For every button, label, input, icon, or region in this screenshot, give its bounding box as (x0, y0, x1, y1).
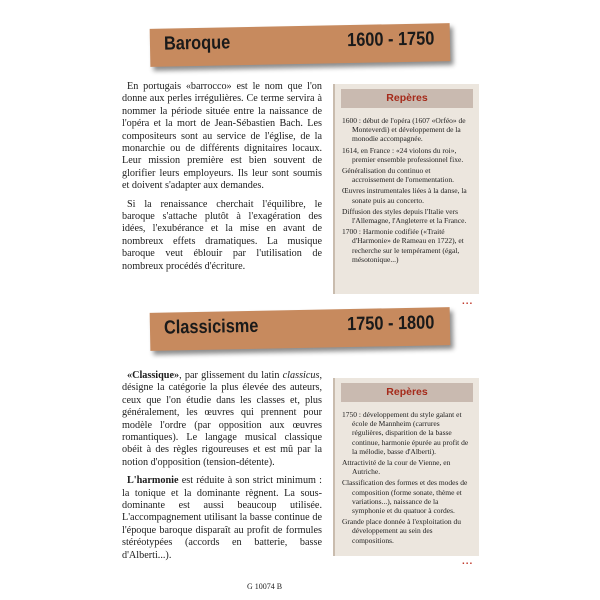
classicisme-continuation-dots: ... (462, 556, 474, 567)
reperes-item: Œuvres instrumentales liées à la danse, la sonate puis au concerto. (342, 186, 467, 205)
baroque-reperes-list (335, 108, 479, 274)
classicisme-p1-text-b: , désigne la catégorie la plus élevée des auteurs, ceux que l'on étudie dans les classes et, plus généralement, les œuvres qui prennent pour modèle l'ordre (par opposition aux œuvres romantiques). Le langage musical classique obéit à des règles rigoureuses et est mû par la notion d'opposition (tension-détente). (122, 370, 322, 468)
baroque-paragraph-1: En portugais «barrocco» est le nom que l'on donne aux perles irrégulières. Ce terme servira à nommer la période située entre la naissance de l'opéra et la mort de Jean-Sébastien Bach. Les compositeurs sont au service de l'église, de la monarchie ou de différents dignitaires locaux. Leur mission première est bien souvent de glorifier leurs employeurs. Ils leur sont soumis et doivent s'adapter aux demandes. (122, 81, 322, 192)
reperes-item: Diffusion des styles depuis l'Italie vers l'Allemagne, l'Angleterre et la France. (342, 206, 467, 226)
classicisme-reperes-list (335, 402, 479, 555)
classicisme-p2-text: est réduite à son strict minimum : la tonique et la dominante règnent. La sous-dominante est aussi beaucoup utilisée. L'accompagnement utilisant la basse continue de l'époque baroque disparaît au profit de formules stéréotypées (accords en batterie, basse d'Alberti...). (122, 475, 322, 561)
reperes-item: Généralisation du continuo et accroissement de l'ornementation. (342, 166, 454, 185)
baroque-reperes-title: Repères (341, 89, 473, 108)
reperes-item: 1614, en France : «24 violons du roi», premier ensemble professionnel fixe. (342, 145, 464, 164)
baroque-dates: 1600 - 1750 (346, 28, 435, 52)
classicisme-body (122, 370, 322, 568)
baroque-body (122, 81, 322, 279)
reperes-item: Classification des formes et des modes de composition (forme sonate, thème et variations...), naissance de la symphonie et du quatuor à cordes. (342, 478, 468, 516)
baroque-continuation-dots: ... (462, 296, 474, 307)
classicisme-paragraph-1 (122, 370, 322, 469)
classicisme-paragraph-2 (122, 475, 322, 562)
classicisme-dates: 1750 - 1800 (346, 312, 435, 336)
harmonie-term: L'harmonie (127, 475, 179, 487)
classicisme-p1-text-a: , par glissement du latin (179, 370, 283, 381)
classicisme-banner (150, 307, 451, 351)
baroque-title: Baroque (163, 32, 231, 55)
baroque-banner (150, 23, 451, 67)
classique-term: «Classique» (127, 370, 180, 381)
classicisme-reperes-title: Repères (341, 383, 473, 402)
reperes-item: 1750 : développement du style galant et école de Mannheim (carrures régulières, disparition de la basse continue, harmonie épurée au profit de la mélodie, basse d'Alberti). (342, 410, 469, 456)
reperes-item: Grande place donnée à l'exploitation du développement au sein des compositions. (342, 517, 462, 545)
document-code: G 10074 B (247, 582, 283, 591)
baroque-reperes-box (333, 84, 479, 294)
classicisme-title: Classicisme (163, 315, 259, 339)
classicus-term: classicus (282, 370, 320, 381)
classicisme-reperes-box (333, 378, 479, 556)
reperes-item: 1600 : début de l'opéra (1607 «Orféo» de Monteverdi) et développement de la monodie accompagnée. (342, 116, 466, 144)
reperes-item: 1700 : Harmonie codifiée («Traité d'Harmonie» de Rameau en 1722), et recherche sur le tempérament (égal, mésotonique...) (342, 227, 464, 264)
reperes-item: Attractivité de la cour de Vienne, en Autriche. (342, 458, 451, 477)
baroque-paragraph-2: Si la renaissance cherchait l'équilibre, le baroque s'attache plutôt à l'exagération des idées, l'exubérance et la mise en avant de nombreux effets dramatiques. La musique baroque veut éblouir par l'utilisation de nombreux procédés d'écriture. (122, 198, 322, 272)
